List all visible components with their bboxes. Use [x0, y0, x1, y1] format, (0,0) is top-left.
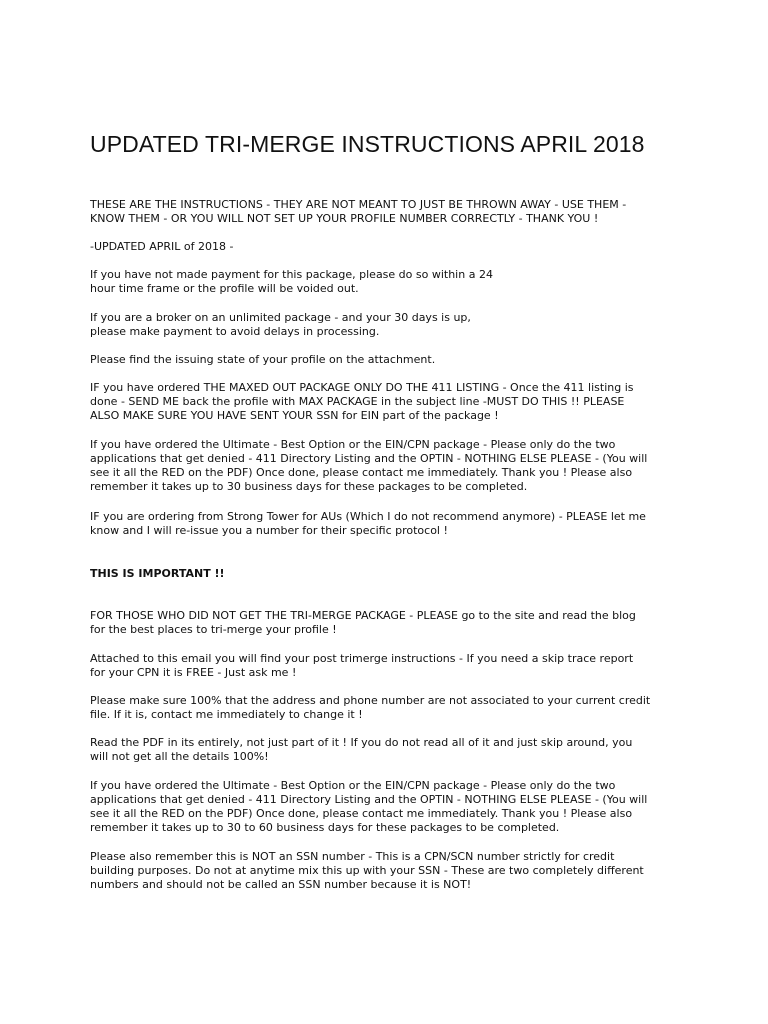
text-line: Please make sure 100% that the address and phone number are not associated to your current credit	[90, 694, 651, 707]
text-line: remember it takes up to 30 to 60 business days for these packages to be completed.	[90, 821, 560, 834]
text-line: ALSO MAKE SURE YOU HAVE SENT YOUR SSN for EIN part of the package !	[90, 409, 499, 422]
paragraph-strong-tower	[90, 510, 690, 538]
text-line: Please also remember this is NOT an SSN number - This is a CPN/SCN number strictly for credit	[90, 850, 615, 863]
text-line: will not get all the details 100%!	[90, 750, 269, 763]
paragraph-maxed-out-package	[90, 381, 690, 423]
text-line: If you are a broker on an unlimited package - and your 30 days is up,	[90, 311, 471, 324]
text-line: THIS IS IMPORTANT !!	[90, 567, 225, 580]
paragraph-issuing-state	[90, 353, 690, 367]
text-line: Please find the issuing state of your profile on the attachment.	[90, 353, 436, 366]
text-line: for the best places to tri-merge your profile !	[90, 623, 337, 636]
text-line: please make payment to avoid delays in processing.	[90, 325, 380, 338]
paragraph-read-pdf	[90, 736, 690, 764]
paragraph-updated-date	[90, 240, 690, 254]
text-line: file. If it is, contact me immediately to change it !	[90, 708, 363, 721]
paragraph-address-phone	[90, 694, 690, 722]
text-line: remember it takes up to 30 business days for these packages to be completed.	[90, 480, 528, 493]
text-line: applications that get denied - 411 Directory Listing and the OPTIN - NOTHING ELSE PLEASE - (You will	[90, 793, 648, 806]
text-line: KNOW THEM - OR YOU WILL NOT SET UP YOUR PROFILE NUMBER CORRECTLY - THANK YOU !	[90, 212, 599, 225]
text-line: hour time frame or the profile will be voided out.	[90, 282, 359, 295]
text-line: Read the PDF in its entirely, not just part of it ! If you do not read all of it and just skip around, you	[90, 736, 633, 749]
text-line: THESE ARE THE INSTRUCTIONS - THEY ARE NOT MEANT TO JUST BE THROWN AWAY - USE THEM -	[90, 198, 627, 211]
text-line: IF you have ordered THE MAXED OUT PACKAGE ONLY DO THE 411 LISTING - Once the 411 listing is	[90, 381, 634, 394]
paragraph-instructions-warning	[90, 198, 690, 226]
paragraph-no-tri-merge	[90, 609, 690, 637]
text-line: applications that get denied - 411 Directory Listing and the OPTIN - NOTHING ELSE PLEASE - (You will	[90, 452, 648, 465]
text-line: If you have not made payment for this package, please do so within a 24	[90, 268, 493, 281]
text-line: see it all the RED on the PDF) Once done, please contact me immediately. Thank you ! Please also	[90, 807, 633, 820]
text-line: If you have ordered the Ultimate - Best Option or the EIN/CPN package - Please only do the two	[90, 779, 616, 792]
document-title: UPDATED TRI-MERGE INSTRUCTIONS APRIL 2018	[90, 131, 645, 157]
text-line: for your CPN it is FREE - Just ask me !	[90, 666, 297, 679]
text-line: know and I will re-issue you a number for their specific protocol !	[90, 524, 448, 537]
text-line: -UPDATED APRIL of 2018 -	[90, 240, 234, 253]
text-line: done - SEND ME back the profile with MAX PACKAGE in the subject line -MUST DO THIS !! PLEASE	[90, 395, 625, 408]
text-line: If you have ordered the Ultimate - Best Option or the EIN/CPN package - Please only do the two	[90, 438, 616, 451]
paragraph-skip-trace	[90, 652, 690, 680]
text-line: building purposes. Do not at anytime mix this up with your SSN - These are two completely different	[90, 864, 644, 877]
paragraph-not-ssn	[90, 850, 690, 892]
text-line: see it all the RED on the PDF) Once done, please contact me immediately. Thank you ! Please also	[90, 466, 633, 479]
text-line: Attached to this email you will find your post trimerge instructions - If you need a skip trace report	[90, 652, 634, 665]
paragraph-ultimate-package-30-60-days	[90, 779, 690, 835]
important-heading	[90, 567, 690, 581]
paragraph-payment-timeframe	[90, 268, 690, 296]
text-line: FOR THOSE WHO DID NOT GET THE TRI-MERGE PACKAGE - PLEASE go to the site and read the blog	[90, 609, 636, 622]
text-line: IF you are ordering from Strong Tower for AUs (Which I do not recommend anymore) - PLEASE let me	[90, 510, 646, 523]
paragraph-broker-payment	[90, 311, 690, 339]
text-line: numbers and should not be called an SSN number because it is NOT!	[90, 878, 472, 891]
paragraph-ultimate-package-30-days	[90, 438, 690, 494]
